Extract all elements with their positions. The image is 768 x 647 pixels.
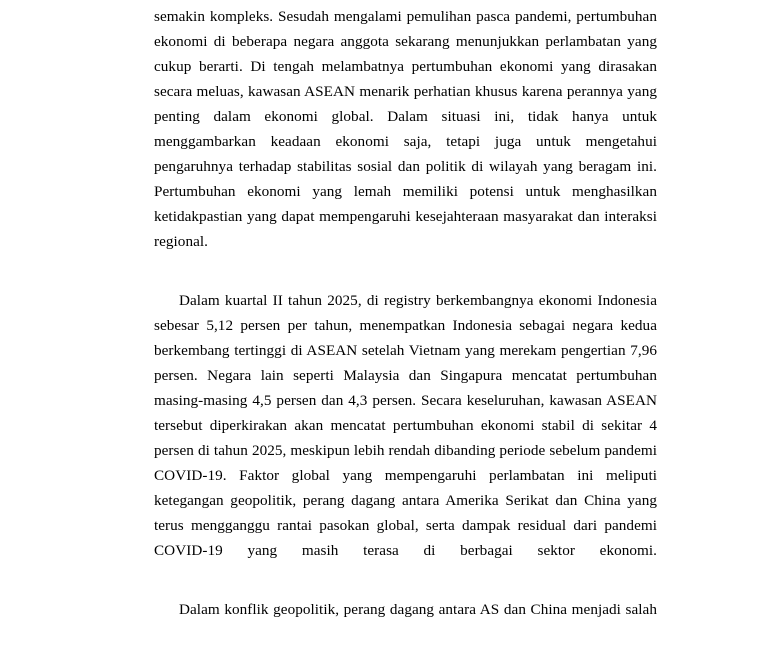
- text-column: [154, 0, 657, 647]
- paragraph-clipped: Dalam konflik geopolitik, perang dagang antara AS dan China menjadi salah: [179, 601, 657, 619]
- paragraph-body: Dalam kuartal II tahun 2025, di registry berkembangnya ekonomi Indonesia sebesar 5,12 persen per tahun, menempatkan Indonesia sebagai negara kedua berkembang tertinggi di ASEAN setelah Vietnam yang merekam pengertian 7,96 persen. Negara lain seperti Malaysia dan Singapura mencatat pertumbuhan masing-masing 4,5 persen dan 4,3 persen. Secara keseluruhan, kawasan ASEAN tersebut diperkirakan akan mencatat pertumbuhan ekonomi stabil di sekitar 4 persen di tahun 2025, meskipun lebih rendah dibanding periode sebelum pandemi COVID-19. Faktor global yang mempengaruhi perlambatan ini meliputi ketegangan geopolitik, perang dagang antara Amerika Serikat dan China yang terus mengganggu rantai pasokan global, serta dampak residual dari pandemi COVID-19 yang masih terasa di berbagai sektor ekonomi.: [154, 292, 657, 560]
- paragraph-continuation: semakin kompleks. Sesudah mengalami pemulihan pasca pandemi, pertumbuhan ekonomi di beberapa negara anggota sekarang menunjukkan perlambatan yang cukup berarti. Di tengah melambatnya pertumbuhan ekonomi yang dirasakan secara meluas, kawasan ASEAN menarik perhatian khusus karena perannya yang penting dalam ekonomi global. Dalam situasi ini, tidak hanya untuk menggambarkan keadaan ekonomi saja, tetapi juga untuk mengetahui pengaruhnya terhadap stabilitas sosial dan politik di wilayah yang beragam ini. Pertumbuhan ekonomi yang lemah memiliki potensi untuk menghasilkan ketidakpastian yang dapat mempengaruhi kesejahteraan masyarakat dan interaksi regional.: [154, 8, 657, 251]
